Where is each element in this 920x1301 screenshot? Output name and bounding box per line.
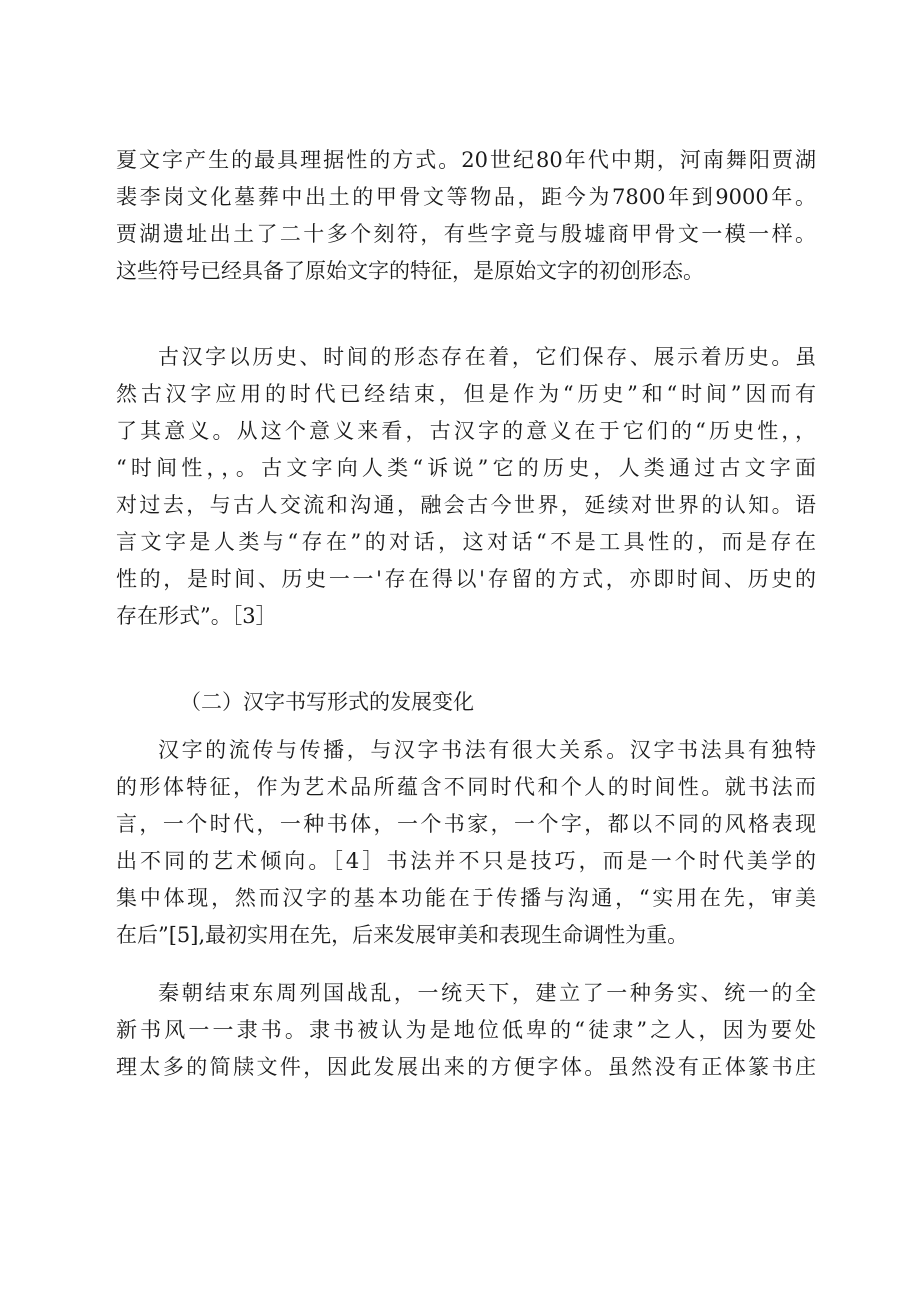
paragraph-4 <box>116 975 816 1086</box>
paragraph-2-line: 存在形式”。［3］ <box>116 604 277 628</box>
paragraph-1 <box>116 142 816 290</box>
paragraph-1-line: 裴李岗文化墓葬中出土的甲骨文等物品，距今为7800年到9000年。 <box>116 185 816 209</box>
paragraph-4-line: 理太多的简牍文件，因此发展出来的方便字体。虽然没有正体篆书庄 <box>116 1055 816 1079</box>
paragraph-1-line: 贾湖遗址出土了二十多个刻符，有些字竟与殷墟商甲骨文一模一样。 <box>116 222 816 246</box>
paragraph-4-line: 新书风一一隶书。隶书被认为是地位低卑的“徒隶”之人，因为要处 <box>116 1018 816 1042</box>
paragraph-2-line: 言文字是人类与“存在”的对话，这对话“不是工具性的，而是存在 <box>116 530 816 554</box>
paragraph-2 <box>116 339 816 635</box>
paragraph-1-line: 这些符号已经具备了原始文字的特征，是原始文字的初创形态。 <box>116 259 704 283</box>
paragraph-4-line: 秦朝结束东周列国战乱，一统天下，建立了一种务实、统一的全 <box>158 981 816 1005</box>
paragraph-2-line: 然古汉字应用的时代已经结束，但是作为“历史”和“时间”因而有 <box>116 382 816 406</box>
paragraph-2-line: 古汉字以历史、时间的形态存在着，它们保存、展示着历史。虽 <box>158 345 816 369</box>
section-heading: （二）汉字书写形式的发展变化 <box>180 690 474 714</box>
paragraph-3-line: 在后”[5],最初实用在先，后来发展审美和表现生命调性为重。 <box>116 923 689 947</box>
paragraph-3-line: 出不同的艺术倾向。［4］书法并不只是技巧，而是一个时代美学的 <box>116 849 816 873</box>
paragraph-3-line: 集中体现，然而汉字的基本功能在于传播与沟通，“实用在先，审美 <box>116 886 816 910</box>
paragraph-2-line: 对过去，与古人交流和沟通，融会古今世界，延续对世界的认知。语 <box>116 493 816 517</box>
paragraph-3-line: 的形体特征，作为艺术品所蕴含不同时代和个人的时间性。就书法而 <box>116 775 816 799</box>
paragraph-3-line: 汉字的流传与传播，与汉字书法有很大关系。汉字书法具有独特 <box>158 738 816 762</box>
paragraph-3 <box>116 732 816 954</box>
paragraph-2-line: 了其意义。从这个意义来看，古汉字的意义在于它们的“历史性，， <box>116 419 816 443</box>
paragraph-3-line: 言，一个时代，一种书体，一个书家，一个字，都以不同的风格表现 <box>116 812 816 836</box>
paragraph-2-line: 性的，是时间、历史一一'存在得以'存留的方式，亦即时间、历史的 <box>116 567 816 591</box>
paragraph-1-line: 夏文字产生的最具理据性的方式。20世纪80年代中期，河南舞阳贾湖 <box>116 148 816 172</box>
paragraph-2-line: “时间性，，。古文字向人类“诉说”它的历史，人类通过古文字面 <box>116 456 816 480</box>
